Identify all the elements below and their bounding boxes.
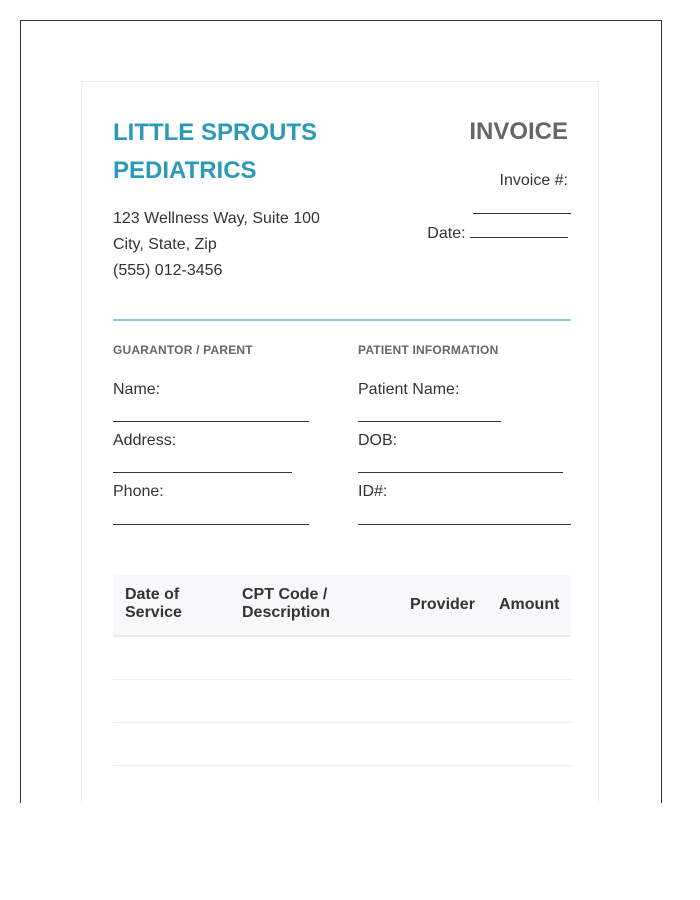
patient-dob-field[interactable] — [358, 472, 563, 473]
invoice-date-row — [427, 223, 568, 244]
clinic-name: LITTLE SPROUTS PEDIATRICS — [113, 119, 317, 184]
table-header — [113, 575, 571, 637]
patient-heading: PATIENT INFORMATION — [358, 343, 499, 357]
column-header-provider: Provider — [410, 596, 475, 613]
column-header-amount: Amount — [499, 596, 560, 613]
clinic-city-state-zip: City, State, Zip — [113, 236, 217, 253]
invoice-date-field[interactable] — [470, 223, 568, 238]
guarantor-heading: GUARANTOR / PARENT — [113, 343, 253, 357]
table-row[interactable] — [113, 637, 571, 680]
patient-dob-label: DOB: — [358, 432, 398, 449]
document-viewport — [20, 20, 662, 803]
patient-id-label: ID#: — [358, 483, 388, 500]
services-table — [113, 575, 571, 766]
header-divider — [113, 319, 571, 321]
table-row[interactable] — [113, 723, 571, 766]
guarantor-address-field[interactable] — [113, 472, 292, 473]
guarantor-phone-field[interactable] — [113, 524, 309, 525]
guarantor-name-field[interactable] — [113, 421, 309, 422]
table-row[interactable] — [113, 680, 571, 723]
guarantor-name-label: Name: — [113, 381, 161, 398]
patient-name-label: Patient Name: — [358, 381, 460, 398]
invoice-number-label: Invoice #: — [499, 172, 568, 189]
patient-name-field[interactable] — [358, 421, 501, 422]
invoice-page — [81, 81, 599, 803]
column-header-date-of-service: Date of Service — [125, 586, 182, 621]
column-header-cpt-code-description: CPT Code / Description — [242, 586, 331, 621]
guarantor-address-label: Address: — [113, 432, 177, 449]
clinic-phone: (555) 012-3456 — [113, 262, 223, 279]
clinic-address: 123 Wellness Way, Suite 100 — [113, 210, 320, 227]
guarantor-phone-label: Phone: — [113, 483, 164, 500]
patient-id-field[interactable] — [358, 524, 571, 525]
invoice-title: INVOICE — [469, 118, 568, 145]
invoice-number-field[interactable] — [473, 213, 571, 214]
invoice-date-label: Date: — [427, 225, 466, 242]
